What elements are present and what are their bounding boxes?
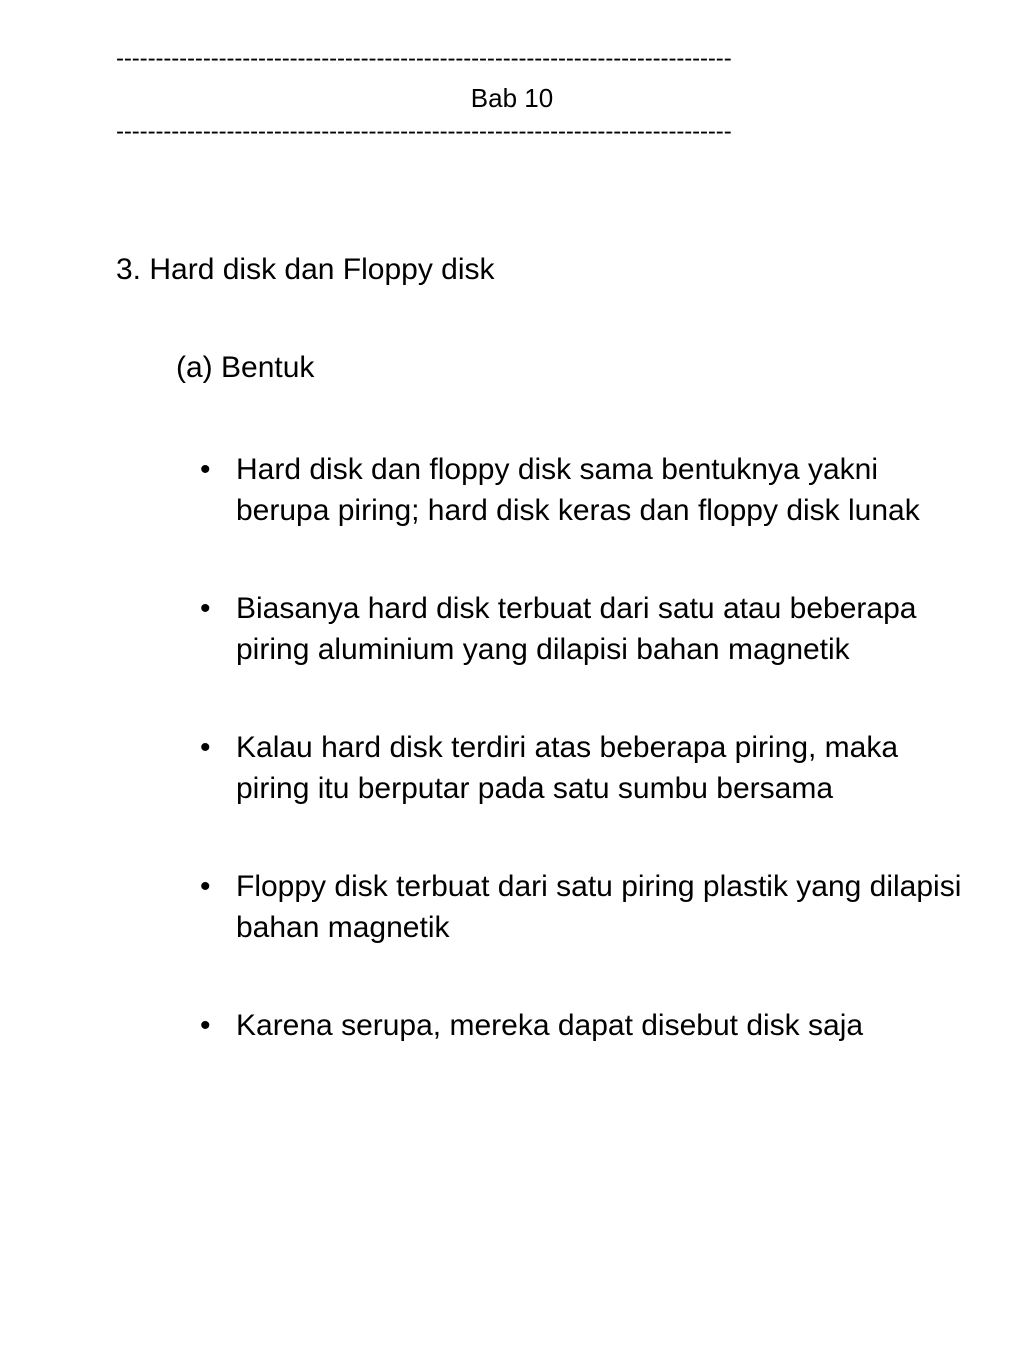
chapter-title: Bab 10 (470, 83, 554, 113)
bullet-dot-icon: • (200, 870, 211, 903)
header-rule-bottom: ------------------------------------------------------------------------------ (116, 118, 732, 145)
bullet-item (200, 1006, 970, 1047)
bullet-dot-icon: • (200, 592, 211, 625)
bullet-dot-icon: • (200, 453, 211, 486)
bullet-text: Floppy disk terbuat dari satu piring plastik yang dilapisi bahan magnetik (236, 870, 962, 944)
bullet-dot-icon: • (200, 731, 211, 764)
bullet-item (200, 867, 970, 948)
bullet-text: Karena serupa, mereka dapat disebut disk saja (236, 1009, 864, 1042)
bullet-dot-icon: • (200, 1009, 211, 1042)
bullet-item (200, 589, 970, 670)
bullet-text: Hard disk dan floppy disk sama bentuknya yakni berupa piring; hard disk keras dan floppy disk lunak (236, 453, 920, 527)
bullet-item (200, 728, 970, 809)
header-rule-top: ------------------------------------------------------------------------------ (116, 45, 732, 72)
bullet-text: Biasanya hard disk terbuat dari satu atau beberapa piring aluminium yang dilapisi bahan magnetik (236, 592, 917, 666)
bullet-text: Kalau hard disk terdiri atas beberapa piring, maka piring itu berputar pada satu sumbu bersama (236, 731, 899, 805)
bullet-item (200, 450, 970, 531)
section-title: 3. Hard disk dan Floppy disk (116, 253, 495, 286)
bullet-list (200, 450, 970, 1105)
subsection-title: (a) Bentuk (176, 351, 315, 384)
